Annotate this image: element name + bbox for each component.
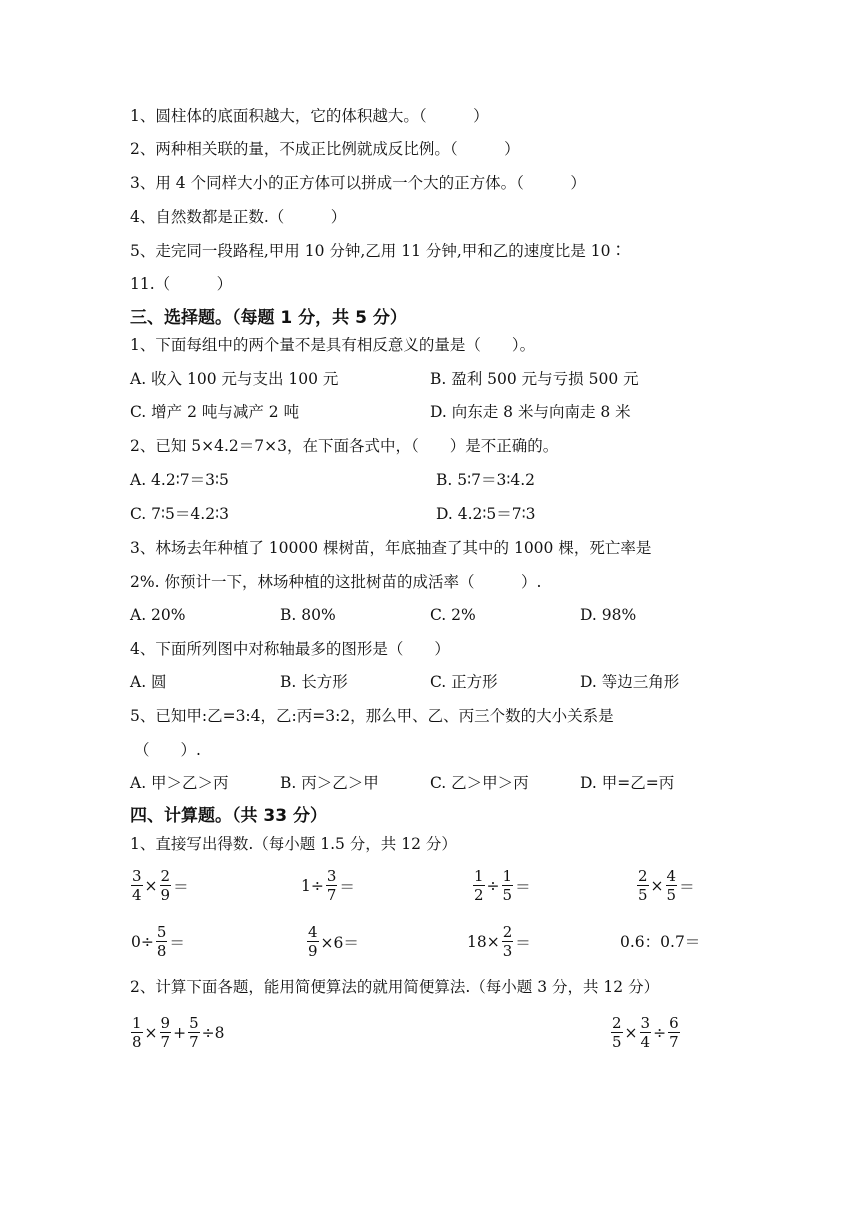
fraction: $\frac{4}{5}$ (666, 867, 677, 904)
fraction: $\frac{4}{9}$ (308, 923, 318, 960)
calc-q1: 1、直接写出得数.（每小题 1.5 分，共 12 分） (130, 835, 457, 853)
expr-7: 18× $\frac{2}{3}$ ＝ (467, 923, 531, 960)
choice-q1-d: D. 向东走 8 米与向南走 8 米 (430, 403, 631, 421)
fraction: $\frac{9}{7}$ (160, 1014, 171, 1051)
choice-q3-c: C. 2% (430, 606, 476, 624)
choice-q4-b: B. 长方形 (280, 673, 348, 691)
choice-q5-b: B. 丙＞乙＞甲 (280, 774, 379, 792)
judge-item-3: 3、用 4 个同样大小的正方体可以拼成一个大的正方体。（ ） (130, 174, 586, 192)
choice-q2: 2、已知 5×4.2＝7×3，在下面各式中，（ ）是不正确的。 (130, 437, 559, 455)
fraction: $\frac{2}{5}$ (638, 867, 648, 904)
expr-3: $\frac{1}{2}$ ÷ $\frac{1}{5}$ ＝ (474, 867, 531, 904)
choice-q2-c: C. 7∶5＝4.2∶3 (130, 505, 229, 523)
fraction: $\frac{3}{7}$ (326, 867, 337, 904)
choice-q3-line1: 3、林场去年种植了 10000 棵树苗，年底抽查了其中的 1000 棵，死亡率是 (130, 539, 652, 557)
choice-q4-a: A. 圆 (130, 673, 167, 691)
judge-item-2: 2、两种相关联的量，不成正比例就成反比例。（ ） (130, 140, 520, 158)
choice-q5-line1: 5、已知甲:乙=3:4，乙:丙=3:2，那么甲、乙、丙三个数的大小关系是 (130, 707, 614, 725)
calc-q2: 2、计算下面各题，能用简便算法的就用简便算法.（每小题 3 分，共 12 分） (130, 978, 660, 996)
fraction: $\frac{6}{7}$ (669, 1014, 679, 1051)
choice-q2-b: B. 5∶7＝3∶4.2 (436, 471, 536, 489)
calc-expr-1: $\frac{1}{8}$ × $\frac{9}{7}$ + $\frac{5}{7}$ ÷8 (132, 1014, 225, 1051)
fraction: $\frac{2}{5}$ (612, 1014, 622, 1051)
fraction: $\frac{1}{8}$ (132, 1014, 142, 1051)
choice-q2-d: D. 4.2∶5＝7∶3 (436, 505, 536, 523)
fraction: $\frac{2}{3}$ (502, 923, 513, 960)
choice-q5-d: D. 甲=乙=丙 (580, 774, 675, 792)
judge-item-4: 4、自然数都是正数.（ ） (130, 208, 347, 226)
fraction: $\frac{1}{2}$ (474, 867, 484, 904)
expr-4: $\frac{2}{5}$ × $\frac{4}{5}$ ＝ (638, 867, 695, 904)
judge-item-5: 5、走完同一段路程,甲用 10 分钟,乙用 11 分钟,甲和乙的速度比是 10∶ (130, 242, 626, 260)
choice-q4-d: D. 等边三角形 (580, 673, 680, 691)
fraction: $\frac{5}{7}$ (189, 1014, 199, 1051)
choice-q5-line2: （ ）. (134, 741, 201, 759)
expr-5: 0÷ $\frac{5}{8}$ ＝ (131, 923, 185, 960)
judge-item-5-cont: 11.（ ） (130, 275, 233, 293)
expr-2: 1÷ $\frac{3}{7}$ ＝ (301, 867, 355, 904)
choice-q2-a: A. 4.2∶7＝3∶5 (130, 471, 229, 489)
choice-q3-line2: 2%. 你预计一下，林场种植的这批树苗的成活率（ ）. (130, 573, 542, 591)
calc-expr-2: $\frac{2}{5}$ × $\frac{3}{4}$ ÷ $\frac{6}{7}$ (612, 1014, 679, 1051)
choice-q1-b: B. 盈利 500 元与亏损 500 元 (430, 370, 639, 388)
fraction: $\frac{5}{8}$ (156, 923, 167, 960)
choice-q1: 1、下面每组中的两个量不是具有相反意义的量是（ ）。 (130, 336, 536, 354)
choice-q3-a: A. 20% (130, 606, 186, 624)
expr-1: $\frac{3}{4}$ × $\frac{2}{9}$ ＝ (132, 867, 189, 904)
expr-8: 0.6：0.7＝ (620, 933, 701, 951)
fraction: $\frac{3}{4}$ (640, 1014, 651, 1051)
fraction: $\frac{2}{9}$ (160, 867, 171, 904)
choice-q3-d: D. 98% (580, 606, 637, 624)
judge-item-1: 1、圆柱体的底面积越大，它的体积越大。（ ） (130, 107, 489, 125)
choice-q3-b: B. 80% (280, 606, 336, 624)
choice-q5-c: C. 乙＞甲＞丙 (430, 774, 529, 792)
section-4-title: 四、计算题。（共 33 分） (130, 806, 327, 826)
section-3-title: 三、选择题。（每题 1 分，共 5 分） (130, 308, 407, 328)
fraction: $\frac{1}{5}$ (502, 867, 513, 904)
choice-q4: 4、下面所列图中对称轴最多的图形是（ ） (130, 640, 450, 658)
choice-q1-a: A. 收入 100 元与支出 100 元 (130, 370, 339, 388)
choice-q5-a: A. 甲＞乙＞丙 (130, 774, 229, 792)
choice-q1-c: C. 增产 2 吨与减产 2 吨 (130, 403, 300, 421)
expr-6: $\frac{4}{9}$ ×6＝ (308, 923, 359, 960)
choice-q4-c: C. 正方形 (430, 673, 498, 691)
fraction: $\frac{3}{4}$ (132, 867, 142, 904)
